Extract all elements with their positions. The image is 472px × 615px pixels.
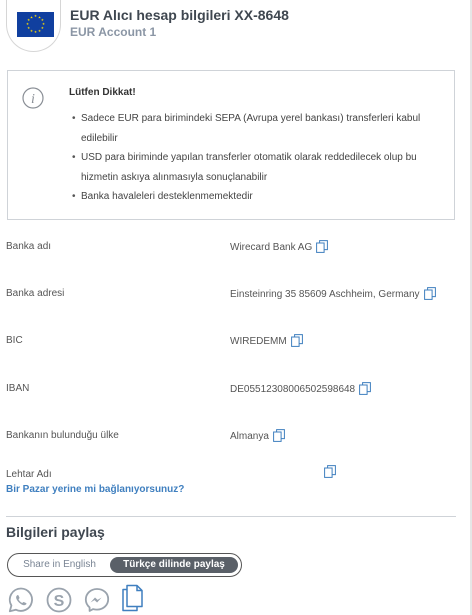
info-icon xyxy=(22,87,44,109)
country-value: Almanya xyxy=(230,431,269,442)
svg-text:★: ★ xyxy=(40,18,44,23)
copy-icon[interactable] xyxy=(424,287,436,300)
copy-icon[interactable] xyxy=(316,240,328,253)
account-subtitle: EUR Account 1 xyxy=(70,25,157,39)
svg-text:★: ★ xyxy=(25,22,30,27)
svg-text:★: ★ xyxy=(33,14,38,19)
detail-value xyxy=(230,241,328,254)
warning-notice xyxy=(7,70,455,220)
avatar xyxy=(6,0,61,52)
detail-value xyxy=(230,430,285,443)
svg-text:★: ★ xyxy=(33,30,38,35)
svg-text:★: ★ xyxy=(29,29,34,34)
detail-value xyxy=(230,383,371,396)
detail-row-bic xyxy=(6,335,466,351)
bic-value: WIREDEMM xyxy=(230,336,287,347)
svg-text:★: ★ xyxy=(40,26,44,31)
detail-label: Lehtar Adı xyxy=(6,469,52,480)
skype-icon[interactable] xyxy=(45,586,73,615)
detail-value xyxy=(320,466,336,479)
copy-icon[interactable] xyxy=(273,429,285,442)
svg-text:★: ★ xyxy=(27,18,31,23)
iban-value: DE05512308006502598648 xyxy=(230,384,356,395)
detail-row-beneficiary xyxy=(6,469,466,485)
detail-label: Banka adı xyxy=(6,241,52,252)
svg-text:i: i xyxy=(31,92,35,107)
notice-item: • Sadece EUR para birimindeki SEPA (Avrupa yerel bankası) transferleri kabul edilebilir xyxy=(72,109,442,148)
bank-address-value: Einsteinring 35 85609 Aschheim, Germany xyxy=(230,289,420,300)
detail-value xyxy=(230,335,303,348)
svg-text:S: S xyxy=(53,593,65,610)
copy-icon[interactable] xyxy=(359,382,371,395)
copy-icon[interactable] xyxy=(291,334,303,347)
divider xyxy=(6,516,456,517)
detail-row-iban xyxy=(6,383,466,399)
messenger-icon[interactable] xyxy=(83,586,111,615)
svg-text:★: ★ xyxy=(37,15,42,20)
language-toggle[interactable] xyxy=(7,553,242,577)
detail-row-bank-name xyxy=(6,241,466,257)
share-english-option[interactable]: Share in English xyxy=(23,559,96,570)
svg-text:★: ★ xyxy=(37,29,42,34)
detail-value xyxy=(230,288,436,301)
notice-item: • Banka havaleleri desteklenmemektedir xyxy=(72,187,442,207)
whatsapp-icon[interactable] xyxy=(7,586,35,615)
account-header xyxy=(6,0,470,52)
svg-text:★: ★ xyxy=(41,22,46,27)
detail-label: IBAN xyxy=(6,383,30,394)
detail-label: Bankanın bulunduğu ülke xyxy=(6,430,119,441)
eu-flag-icon xyxy=(17,12,54,37)
detail-row-bank-address xyxy=(6,288,466,304)
copy-icon[interactable] xyxy=(324,465,336,478)
share-title: Bilgileri paylaş xyxy=(6,524,105,540)
notice-title: Lütfen Dikkat! xyxy=(69,87,136,98)
bank-name-value: Wirecard Bank AG xyxy=(230,242,313,253)
detail-row-country xyxy=(6,430,466,446)
copy-document-icon[interactable] xyxy=(121,584,145,615)
svg-text:★: ★ xyxy=(29,15,34,20)
svg-text:★: ★ xyxy=(27,26,31,31)
detail-label: Banka adresi xyxy=(6,288,65,299)
notice-item: • USD para biriminde yapılan transferler otomatik olarak reddedilecek olup bu hizmetin askıya alınmasıyla sonuçlanabilir xyxy=(72,148,442,187)
marketplace-link[interactable]: Bir Pazar yerine mi bağlanıyorsunuz? xyxy=(6,484,185,495)
share-turkish-option[interactable]: Türkçe dilinde paylaş xyxy=(110,557,238,573)
page-title: EUR Alıcı hesap bilgileri XX-8648 xyxy=(70,7,289,23)
notice-list xyxy=(72,109,442,207)
detail-label: BIC xyxy=(6,335,23,346)
